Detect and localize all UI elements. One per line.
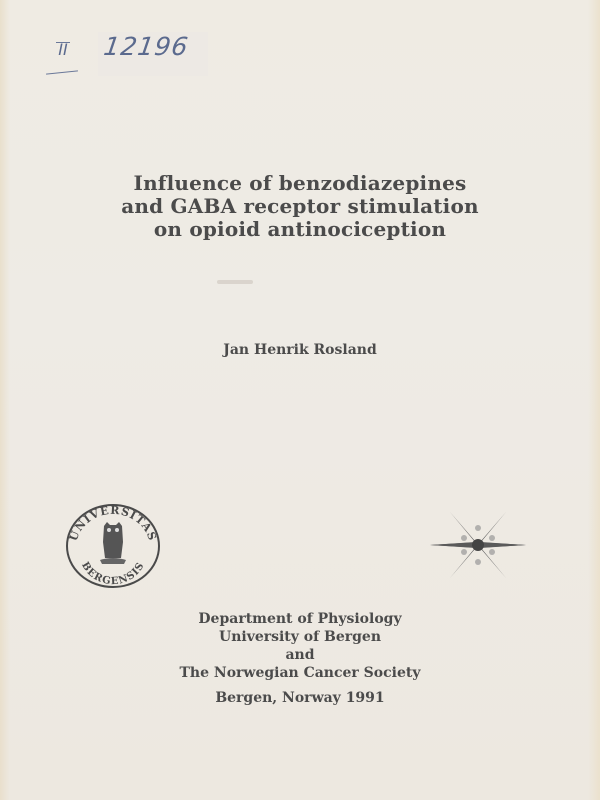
affiliation-line: University of Bergen [218, 629, 382, 645]
shelfmark-underline [46, 70, 78, 74]
affiliation-line: and [285, 647, 315, 663]
compass-star-icon [428, 508, 528, 582]
affiliation-line: Department of Physiology [198, 611, 402, 627]
shelfmark-number: 12196 [101, 32, 191, 61]
author-name: Jan Henrik Rosland [223, 342, 377, 358]
title-line: on opioid antinociception [153, 217, 447, 241]
affiliation-block [0, 610, 600, 682]
shelfmark-prefix: II [56, 42, 70, 57]
document-title [0, 172, 600, 241]
title-line: and GABA receptor stimulation [121, 194, 479, 218]
place-and-year: Bergen, Norway 1991 [215, 690, 385, 706]
affiliation-line: The Norwegian Cancer Society [179, 665, 421, 681]
university-seal-icon [64, 502, 162, 590]
title-line: Influence of benzodiazepines [133, 171, 467, 195]
handwritten-shelfmark [40, 20, 190, 75]
svg-text:BERGENSIS: BERGENSIS [79, 560, 147, 588]
paper-smudge [217, 280, 253, 284]
svg-text:UNIVERSITAS: UNIVERSITAS [66, 503, 160, 543]
